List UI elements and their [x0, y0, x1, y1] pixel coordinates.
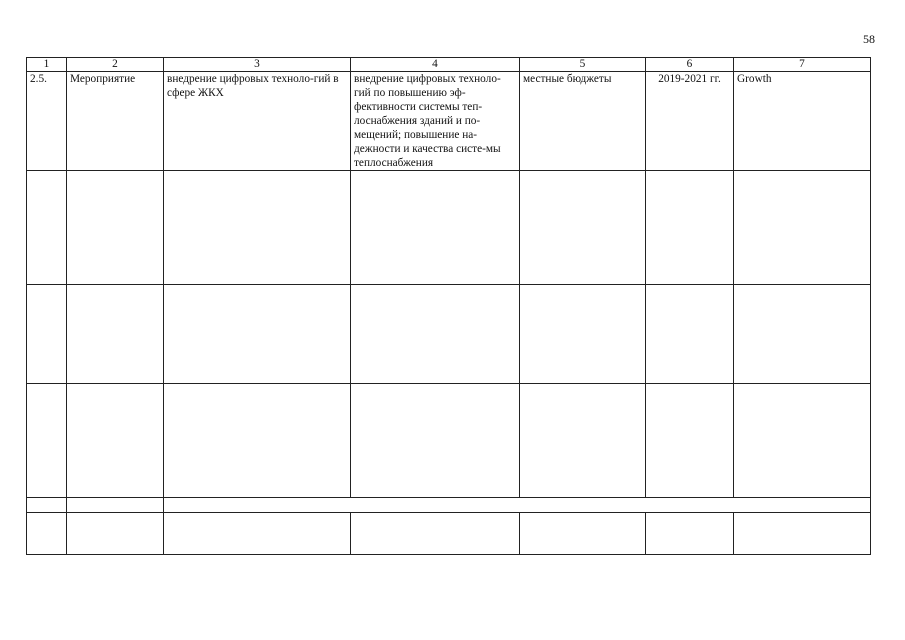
row-name: внедрение цифровых техноло-гий в сфере ЖКХ [164, 72, 351, 171]
row-period: 2019-2021 гг. [646, 72, 734, 171]
row-source: местные бюджеты [520, 72, 646, 171]
column-header: 6 [646, 58, 734, 72]
page-number: 58 [863, 32, 875, 46]
row-type [67, 384, 164, 498]
row-number [27, 513, 67, 555]
task-number [27, 498, 67, 513]
column-header: 2 [67, 58, 164, 72]
row-type [67, 171, 164, 285]
row-number [27, 384, 67, 498]
row-period [646, 384, 734, 498]
row-type [67, 285, 164, 384]
row-period [646, 171, 734, 285]
row-period [646, 513, 734, 555]
table-row [27, 171, 871, 285]
row-source [520, 171, 646, 285]
program-table [26, 57, 871, 555]
task-title [164, 498, 871, 513]
column-header: 7 [734, 58, 871, 72]
row-period [646, 285, 734, 384]
row-name [164, 285, 351, 384]
row-number [27, 285, 67, 384]
row-executor [734, 285, 871, 384]
row-source [520, 384, 646, 498]
row-result: внедрение цифровых техноло-гий по повышению эф-фективности системы теп-лоснабжения зданий и по-мещений; повышение на-дежности и качества систе-мы теплоснабжения [351, 72, 520, 171]
column-header: 1 [27, 58, 67, 72]
row-source [520, 285, 646, 384]
task-row [27, 498, 871, 513]
row-executor [734, 513, 871, 555]
row-executor [734, 384, 871, 498]
column-header: 3 [164, 58, 351, 72]
row-source [520, 513, 646, 555]
row-number [27, 171, 67, 285]
row-type [67, 513, 164, 555]
table-row [27, 513, 871, 555]
task-type [67, 498, 164, 513]
row-type: Мероприятие [67, 72, 164, 171]
row-name [164, 384, 351, 498]
row-result [351, 384, 520, 498]
table-row [27, 285, 871, 384]
table-row [27, 72, 871, 171]
row-result [351, 171, 520, 285]
table-row [27, 384, 871, 498]
column-header: 5 [520, 58, 646, 72]
row-executor [734, 171, 871, 285]
row-name [164, 513, 351, 555]
row-result [351, 285, 520, 384]
row-executor: Growth [734, 72, 871, 171]
column-header: 4 [351, 58, 520, 72]
row-result [351, 513, 520, 555]
row-number: 2.5. [27, 72, 67, 171]
table-header-row [27, 58, 871, 72]
row-name [164, 171, 351, 285]
